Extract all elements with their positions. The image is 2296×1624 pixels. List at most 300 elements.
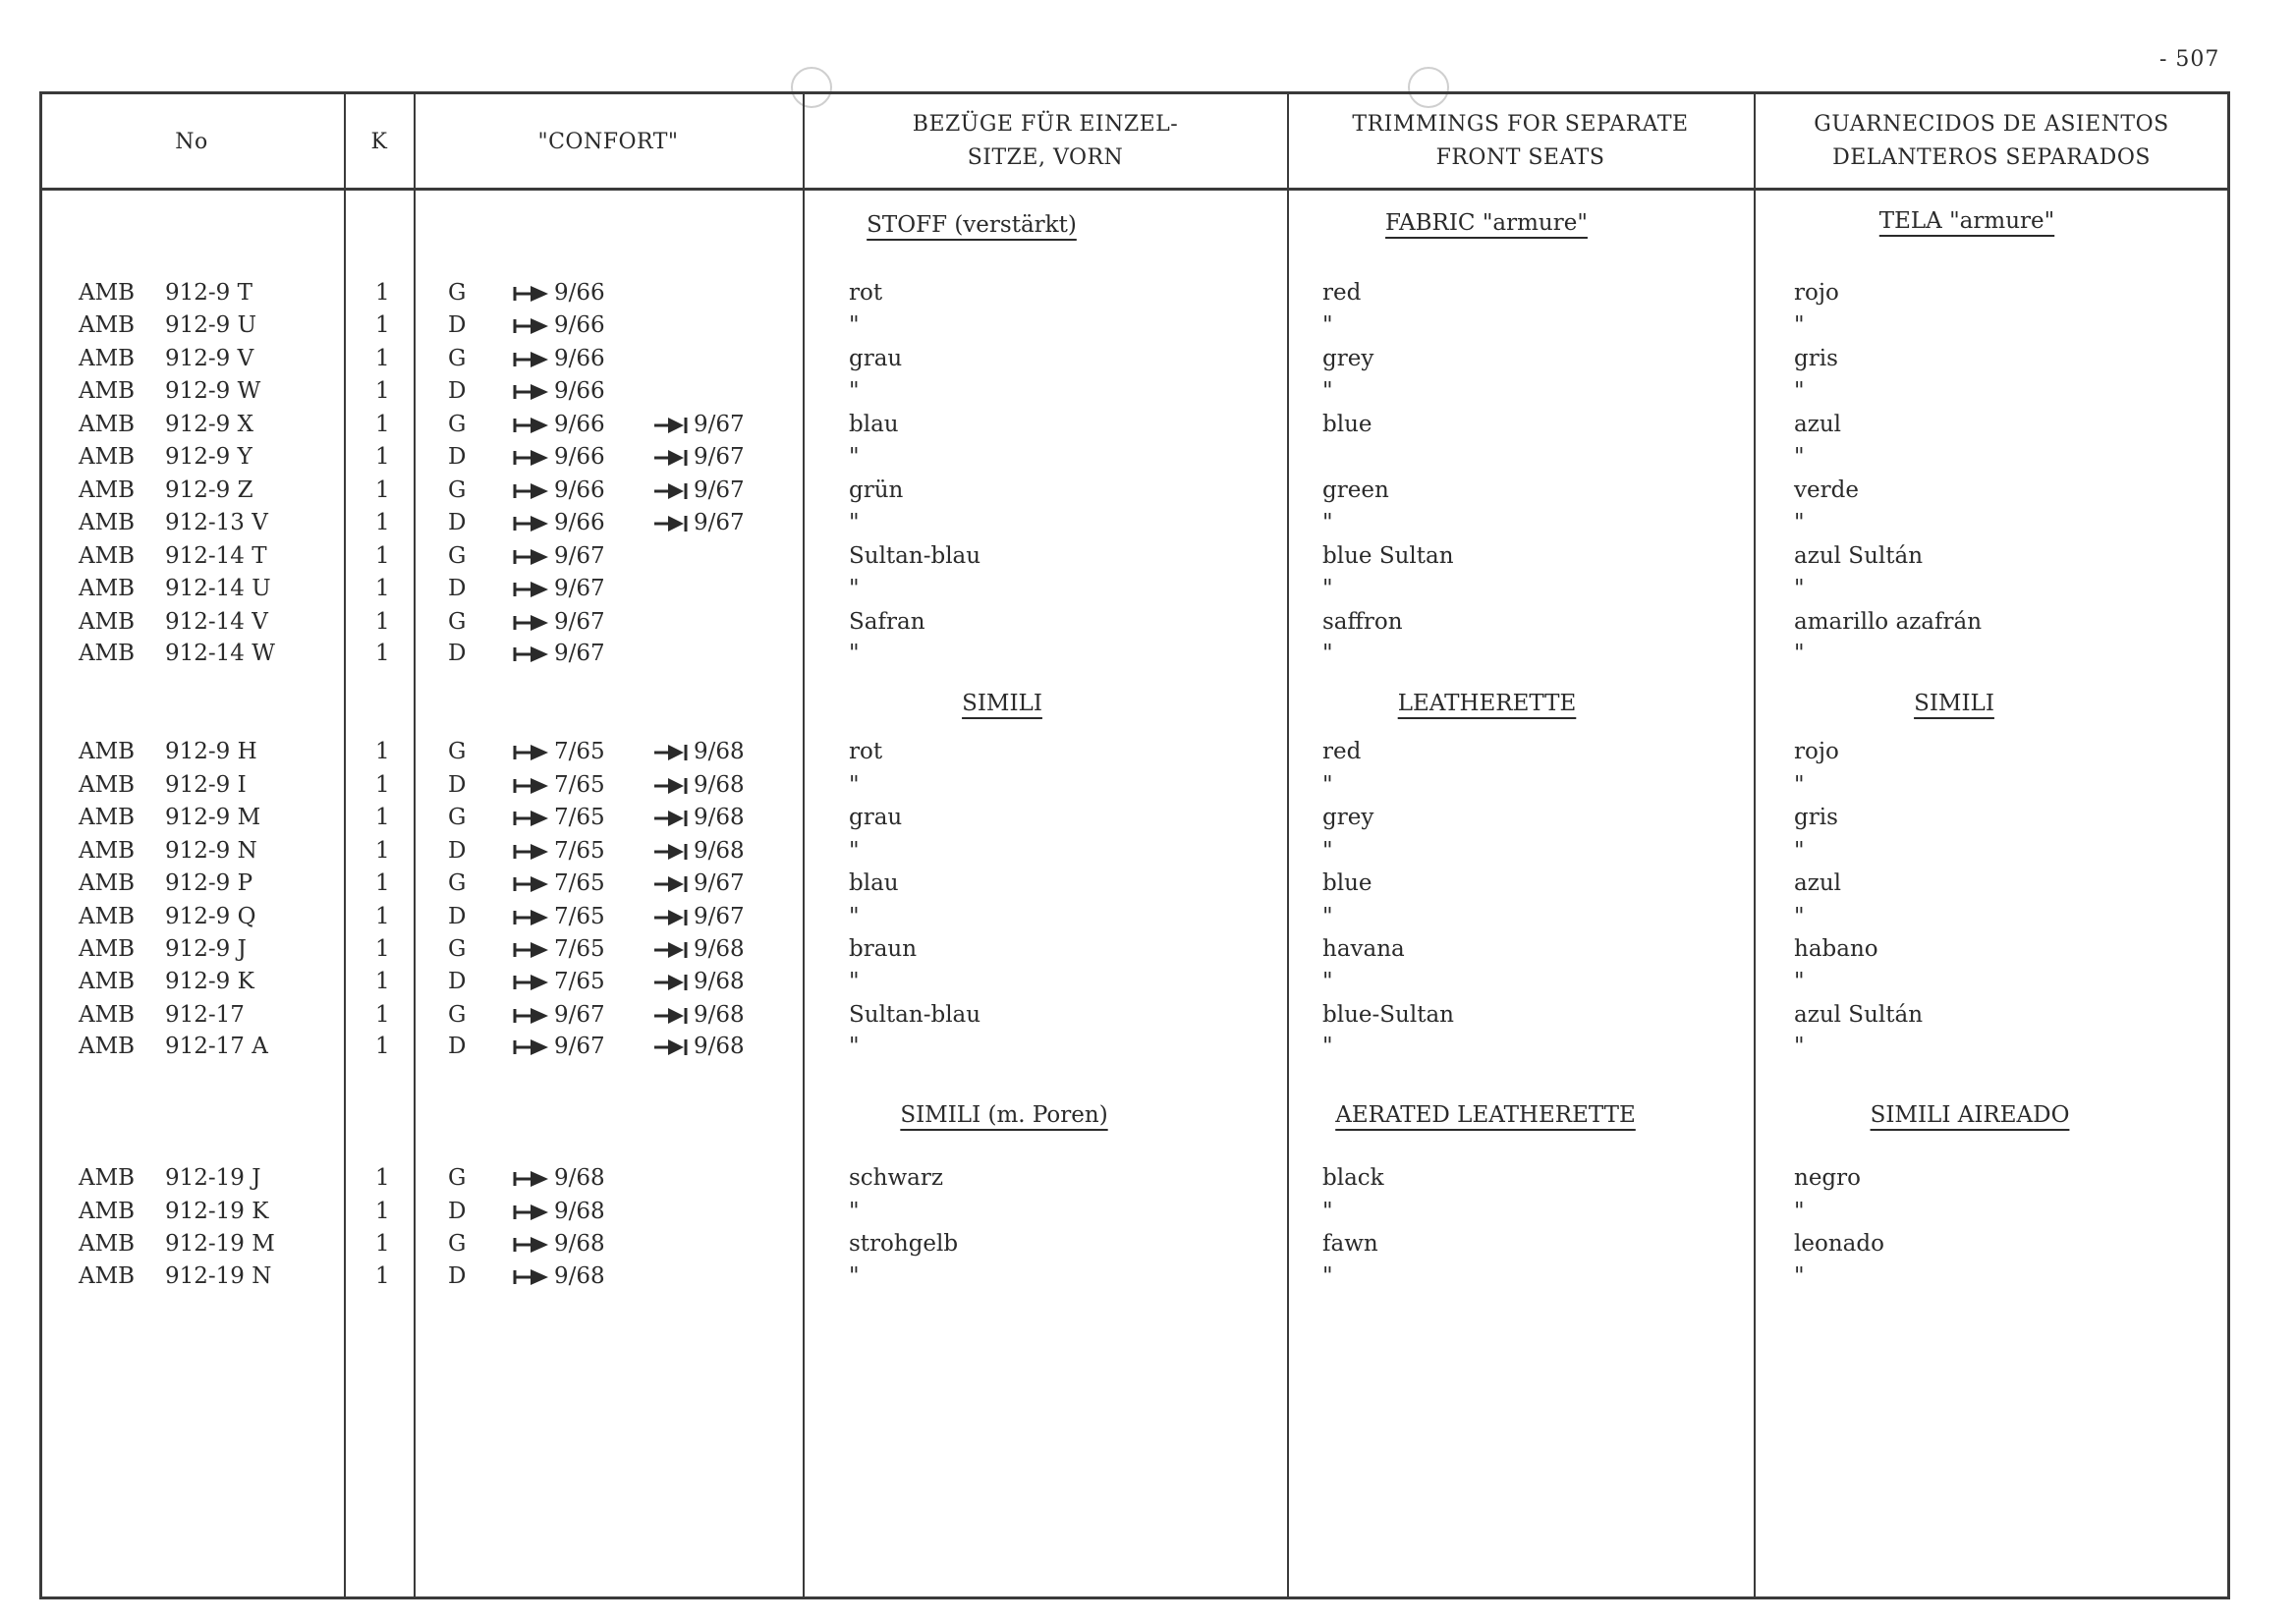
description-es: " — [1794, 641, 1805, 666]
description-en: " — [1322, 1034, 1333, 1059]
valid-to — [652, 805, 745, 830]
from-arrow-icon — [513, 378, 554, 404]
description-en: black — [1322, 1165, 1384, 1191]
from-arrow-icon — [513, 444, 554, 470]
description-de: " — [849, 1034, 860, 1059]
from-arrow-icon — [513, 477, 554, 503]
to-arrow-icon — [652, 1034, 694, 1059]
part-number: 912-9 Z — [165, 477, 253, 503]
to-date: 9/68 — [694, 772, 745, 798]
description-es: habano — [1794, 936, 1878, 962]
quantity: 1 — [375, 969, 390, 994]
table-row — [0, 412, 2260, 441]
side-code: G — [448, 1231, 467, 1257]
part-number: 912-9 J — [165, 936, 247, 962]
part-prefix: AMB — [79, 510, 136, 535]
description-en: " — [1322, 641, 1333, 666]
description-de: rot — [849, 739, 883, 764]
part-number: 912-9 U — [165, 312, 256, 338]
from-date: 9/66 — [554, 346, 605, 371]
part-prefix: AMB — [79, 641, 136, 666]
description-de: " — [849, 838, 860, 864]
valid-from — [513, 969, 605, 994]
description-es: azul — [1794, 412, 1841, 437]
header-de-line2: SITZE, VORN — [967, 145, 1124, 170]
description-es: " — [1794, 772, 1805, 798]
header-es-line2: DELANTEROS SEPARADOS — [1832, 145, 2151, 170]
from-arrow-icon — [513, 1034, 554, 1059]
table-row — [0, 346, 2260, 375]
from-date: 7/65 — [554, 838, 605, 864]
table-row — [0, 1002, 2260, 1032]
valid-from — [513, 838, 605, 864]
quantity: 1 — [375, 346, 390, 371]
side-code: G — [448, 805, 467, 830]
quantity: 1 — [375, 378, 390, 404]
table-row — [0, 1231, 2260, 1260]
valid-to — [652, 969, 745, 994]
valid-to — [652, 477, 745, 503]
valid-from — [513, 1263, 605, 1289]
section-title-de: STOFF (verstärkt) — [867, 212, 1077, 238]
description-de: strohgelb — [849, 1231, 959, 1257]
description-de: " — [849, 312, 860, 338]
description-es: " — [1794, 1199, 1805, 1224]
from-arrow-icon — [513, 609, 554, 635]
description-de: " — [849, 510, 860, 535]
valid-from — [513, 543, 605, 569]
from-date: 9/66 — [554, 412, 605, 437]
description-de: grün — [849, 477, 904, 503]
part-number: 912-13 V — [165, 510, 268, 535]
part-prefix: AMB — [79, 739, 136, 764]
part-prefix: AMB — [79, 805, 136, 830]
valid-from — [513, 1002, 605, 1028]
from-date: 7/65 — [554, 870, 605, 896]
valid-from — [513, 739, 605, 764]
description-de: rot — [849, 280, 883, 306]
description-en: " — [1322, 904, 1333, 929]
table-row — [0, 936, 2260, 966]
to-arrow-icon — [652, 936, 694, 962]
valid-from — [513, 378, 605, 404]
description-en: " — [1322, 969, 1333, 994]
table-row — [0, 969, 2260, 998]
part-number: 912-9 N — [165, 838, 257, 864]
side-code: G — [448, 870, 467, 896]
to-arrow-icon — [652, 772, 694, 798]
valid-from — [513, 805, 605, 830]
to-date: 9/67 — [694, 412, 745, 437]
description-es: " — [1794, 969, 1805, 994]
description-de: Safran — [849, 609, 925, 635]
valid-from — [513, 280, 605, 306]
valid-from — [513, 510, 605, 535]
part-prefix: AMB — [79, 378, 136, 404]
description-es: azul Sultán — [1794, 543, 1924, 569]
part-number: 912-9 W — [165, 378, 261, 404]
description-de: Sultan-blau — [849, 1002, 981, 1028]
description-en: " — [1322, 378, 1333, 404]
description-es: " — [1794, 444, 1805, 470]
description-de: blau — [849, 412, 899, 437]
valid-from — [513, 904, 605, 929]
from-arrow-icon — [513, 1231, 554, 1257]
description-en: " — [1322, 772, 1333, 798]
side-code: G — [448, 1165, 467, 1191]
valid-to — [652, 412, 745, 437]
quantity: 1 — [375, 772, 390, 798]
description-de: grau — [849, 805, 903, 830]
description-en: green — [1322, 477, 1389, 503]
to-date: 9/68 — [694, 936, 745, 962]
part-number: 912-9 Y — [165, 444, 252, 470]
description-en: blue Sultan — [1322, 543, 1454, 569]
side-code: D — [448, 312, 467, 338]
part-number: 912-9 K — [165, 969, 254, 994]
to-arrow-icon — [652, 969, 694, 994]
side-code: D — [448, 378, 467, 404]
description-de: blau — [849, 870, 899, 896]
part-prefix: AMB — [79, 576, 136, 601]
description-es: gris — [1794, 805, 1838, 830]
from-arrow-icon — [513, 1002, 554, 1028]
part-number: 912-9 H — [165, 739, 257, 764]
to-arrow-icon — [652, 510, 694, 535]
from-arrow-icon — [513, 1199, 554, 1224]
from-date: 7/65 — [554, 969, 605, 994]
part-number: 912-9 T — [165, 280, 252, 306]
valid-from — [513, 576, 605, 601]
to-date: 9/68 — [694, 805, 745, 830]
to-arrow-icon — [652, 412, 694, 437]
from-date: 9/67 — [554, 576, 605, 601]
part-number: 912-9 Q — [165, 904, 256, 929]
quantity: 1 — [375, 904, 390, 929]
description-de: braun — [849, 936, 918, 962]
quantity: 1 — [375, 1231, 390, 1257]
description-en: saffron — [1322, 609, 1403, 635]
description-en: blue-Sultan — [1322, 1002, 1454, 1028]
description-de: " — [849, 378, 860, 404]
part-prefix: AMB — [79, 1231, 136, 1257]
from-arrow-icon — [513, 1165, 554, 1191]
part-prefix: AMB — [79, 543, 136, 569]
quantity: 1 — [375, 870, 390, 896]
side-code: G — [448, 1002, 467, 1028]
to-arrow-icon — [652, 805, 694, 830]
section-title-en: AERATED LEATHERETTE — [1335, 1102, 1636, 1128]
quantity: 1 — [375, 641, 390, 666]
table-row — [0, 1199, 2260, 1228]
part-number: 912-9 P — [165, 870, 253, 896]
from-date: 9/68 — [554, 1199, 605, 1224]
part-number: 912-9 V — [165, 346, 254, 371]
from-date: 9/67 — [554, 641, 605, 666]
table-row — [0, 870, 2260, 900]
from-arrow-icon — [513, 641, 554, 666]
part-prefix: AMB — [79, 969, 136, 994]
header-es-line1: GUARNECIDOS DE ASIENTOS — [1814, 112, 2169, 137]
part-number: 912-14 U — [165, 576, 271, 601]
valid-from — [513, 609, 605, 635]
side-code: G — [448, 609, 467, 635]
table-row — [0, 280, 2260, 309]
valid-from — [513, 772, 605, 798]
from-arrow-icon — [513, 805, 554, 830]
from-date: 9/66 — [554, 280, 605, 306]
quantity: 1 — [375, 936, 390, 962]
table-row — [0, 1165, 2260, 1195]
page-number: - 507 — [2159, 47, 2220, 72]
part-number: 912-14 W — [165, 641, 275, 666]
quantity: 1 — [375, 280, 390, 306]
part-number: 912-9 M — [165, 805, 261, 830]
valid-to — [652, 838, 745, 864]
description-es: " — [1794, 1263, 1805, 1289]
quantity: 1 — [375, 412, 390, 437]
table-row — [0, 1263, 2260, 1293]
side-code: D — [448, 510, 467, 535]
description-en: " — [1322, 576, 1333, 601]
from-date: 9/68 — [554, 1263, 605, 1289]
description-es: " — [1794, 1034, 1805, 1059]
header-confort: "CONFORT" — [537, 130, 679, 154]
from-arrow-icon — [513, 969, 554, 994]
part-prefix: AMB — [79, 444, 136, 470]
table-row — [0, 805, 2260, 834]
from-arrow-icon — [513, 1263, 554, 1289]
from-date: 9/66 — [554, 378, 605, 404]
part-prefix: AMB — [79, 904, 136, 929]
description-es: verde — [1794, 477, 1859, 503]
description-en: " — [1322, 1263, 1333, 1289]
section-title-en: FABRIC "armure" — [1385, 210, 1588, 236]
header-en — [1289, 108, 1752, 175]
valid-to — [652, 772, 745, 798]
description-de: " — [849, 1263, 860, 1289]
to-arrow-icon — [652, 739, 694, 764]
header-de — [805, 108, 1286, 175]
side-code: D — [448, 969, 467, 994]
from-date: 7/65 — [554, 904, 605, 929]
valid-from — [513, 870, 605, 896]
side-code: G — [448, 346, 467, 371]
from-date: 7/65 — [554, 936, 605, 962]
description-de: grau — [849, 346, 903, 371]
to-date: 9/67 — [694, 510, 745, 535]
table-row — [0, 641, 2260, 670]
description-en: " — [1322, 510, 1333, 535]
valid-from — [513, 1165, 605, 1191]
part-number: 912-14 T — [165, 543, 267, 569]
quantity: 1 — [375, 1165, 390, 1191]
from-date: 9/67 — [554, 609, 605, 635]
from-date: 9/66 — [554, 477, 605, 503]
quantity: 1 — [375, 1034, 390, 1059]
side-code: G — [448, 543, 467, 569]
quantity: 1 — [375, 510, 390, 535]
to-date: 9/67 — [694, 870, 745, 896]
part-number: 912-9 I — [165, 772, 247, 798]
side-code: G — [448, 739, 467, 764]
quantity: 1 — [375, 1002, 390, 1028]
from-date: 9/66 — [554, 312, 605, 338]
quantity: 1 — [375, 1263, 390, 1289]
section-title-es: SIMILI AIREADO — [1870, 1102, 2070, 1128]
description-es: leonado — [1794, 1231, 1884, 1257]
header-es — [1756, 108, 2227, 175]
from-arrow-icon — [513, 936, 554, 962]
description-de: " — [849, 444, 860, 470]
part-prefix: AMB — [79, 1263, 136, 1289]
to-arrow-icon — [652, 904, 694, 929]
from-date: 7/65 — [554, 739, 605, 764]
to-date: 9/68 — [694, 1034, 745, 1059]
valid-to — [652, 870, 745, 896]
part-prefix: AMB — [79, 1199, 136, 1224]
to-date: 9/68 — [694, 739, 745, 764]
valid-from — [513, 477, 605, 503]
description-de: schwarz — [849, 1165, 944, 1191]
section-title-de: SIMILI (m. Poren) — [900, 1102, 1108, 1128]
part-prefix: AMB — [79, 346, 136, 371]
valid-from — [513, 641, 605, 666]
from-date: 9/66 — [554, 444, 605, 470]
description-en: blue — [1322, 412, 1372, 437]
header-no: No — [175, 130, 208, 154]
from-date: 9/67 — [554, 1034, 605, 1059]
table-row — [0, 739, 2260, 768]
valid-from — [513, 1231, 605, 1257]
description-en: havana — [1322, 936, 1405, 962]
part-number: 912-17 — [165, 1002, 245, 1028]
description-en: fawn — [1322, 1231, 1378, 1257]
description-es: rojo — [1794, 280, 1839, 306]
table-row — [0, 1034, 2260, 1063]
part-prefix: AMB — [79, 609, 136, 635]
description-de: " — [849, 969, 860, 994]
side-code: D — [448, 444, 467, 470]
header-k: K — [370, 130, 388, 154]
description-es: azul Sultán — [1794, 1002, 1924, 1028]
to-date: 9/68 — [694, 969, 745, 994]
description-es: " — [1794, 510, 1805, 535]
from-arrow-icon — [513, 739, 554, 764]
description-de: " — [849, 576, 860, 601]
table-row — [0, 838, 2260, 868]
table-row — [0, 772, 2260, 802]
valid-to — [652, 904, 745, 929]
part-number: 912-19 J — [165, 1165, 261, 1191]
to-arrow-icon — [652, 838, 694, 864]
description-es: " — [1794, 378, 1805, 404]
quantity: 1 — [375, 477, 390, 503]
part-number: 912-14 V — [165, 609, 268, 635]
valid-to — [652, 510, 745, 535]
valid-from — [513, 312, 605, 338]
description-es: " — [1794, 312, 1805, 338]
description-de: " — [849, 641, 860, 666]
to-arrow-icon — [652, 1002, 694, 1028]
part-number: 912-17 A — [165, 1034, 268, 1059]
valid-to — [652, 739, 745, 764]
valid-to — [652, 936, 745, 962]
description-en: grey — [1322, 805, 1374, 830]
description-en: " — [1322, 838, 1333, 864]
part-prefix: AMB — [79, 838, 136, 864]
from-date: 7/65 — [554, 805, 605, 830]
from-arrow-icon — [513, 904, 554, 929]
description-en: red — [1322, 739, 1362, 764]
header-en-line1: TRIMMINGS FOR SEPARATE — [1352, 112, 1689, 137]
description-es: rojo — [1794, 739, 1839, 764]
from-arrow-icon — [513, 412, 554, 437]
valid-from — [513, 412, 605, 437]
part-prefix: AMB — [79, 936, 136, 962]
to-date: 9/67 — [694, 444, 745, 470]
from-date: 9/68 — [554, 1165, 605, 1191]
side-code: G — [448, 280, 467, 306]
description-es: " — [1794, 576, 1805, 601]
description-en: " — [1322, 1199, 1333, 1224]
description-de: " — [849, 772, 860, 798]
section-title-es: SIMILI — [1914, 691, 1994, 716]
valid-from — [513, 346, 605, 371]
description-en: red — [1322, 280, 1362, 306]
part-prefix: AMB — [79, 870, 136, 896]
quantity: 1 — [375, 444, 390, 470]
description-es: " — [1794, 904, 1805, 929]
description-es: negro — [1794, 1165, 1861, 1191]
part-prefix: AMB — [79, 1002, 136, 1028]
from-date: 9/67 — [554, 543, 605, 569]
description-en: grey — [1322, 346, 1374, 371]
quantity: 1 — [375, 838, 390, 864]
part-prefix: AMB — [79, 477, 136, 503]
to-date: 9/68 — [694, 1002, 745, 1028]
from-arrow-icon — [513, 346, 554, 371]
quantity: 1 — [375, 609, 390, 635]
table-row — [0, 576, 2260, 605]
valid-to — [652, 1002, 745, 1028]
description-en: " — [1322, 312, 1333, 338]
side-code: G — [448, 936, 467, 962]
section-title-en: LEATHERETTE — [1397, 691, 1577, 716]
part-prefix: AMB — [79, 772, 136, 798]
part-prefix: AMB — [79, 412, 136, 437]
valid-from — [513, 444, 605, 470]
valid-to — [652, 1034, 745, 1059]
table-row — [0, 904, 2260, 933]
quantity: 1 — [375, 576, 390, 601]
header-de-line1: BEZÜGE FÜR EINZEL- — [912, 112, 1179, 137]
quantity: 1 — [375, 739, 390, 764]
header-en-line2: FRONT SEATS — [1435, 145, 1605, 170]
from-arrow-icon — [513, 312, 554, 338]
description-de: " — [849, 904, 860, 929]
table-row — [0, 312, 2260, 342]
to-arrow-icon — [652, 444, 694, 470]
to-date: 9/67 — [694, 477, 745, 503]
quantity: 1 — [375, 1199, 390, 1224]
side-code: D — [448, 1199, 467, 1224]
description-de: " — [849, 1199, 860, 1224]
from-arrow-icon — [513, 838, 554, 864]
part-number: 912-9 X — [165, 412, 253, 437]
side-code: D — [448, 904, 467, 929]
description-en: blue — [1322, 870, 1372, 896]
